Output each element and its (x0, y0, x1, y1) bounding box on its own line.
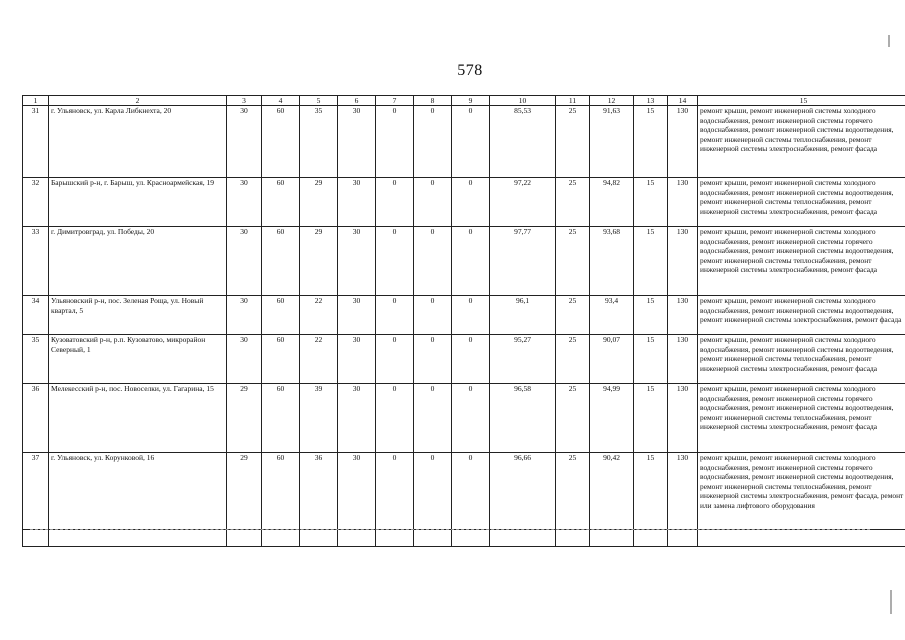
value-cell: 130 (668, 296, 698, 335)
repair-program-table (22, 95, 905, 547)
scan-artifact-dashed-line (30, 529, 870, 530)
empty-cell (668, 530, 698, 547)
value-cell: 22 (300, 335, 338, 384)
value-cell: 0 (376, 335, 414, 384)
value-cell: 60 (262, 178, 300, 227)
value-cell: 29 (227, 453, 262, 530)
value-cell: 96,1 (490, 296, 556, 335)
value-cell: 97,22 (490, 178, 556, 227)
value-cell: 91,63 (590, 106, 634, 178)
table-row (23, 296, 905, 335)
value-cell: 39 (300, 384, 338, 453)
scan-edge-mark (890, 590, 892, 614)
value-cell: 60 (262, 296, 300, 335)
empty-row (23, 530, 905, 547)
value-cell: 90,07 (590, 335, 634, 384)
value-cell: 96,66 (490, 453, 556, 530)
value-cell: 15 (634, 453, 668, 530)
col-header: 5 (300, 96, 338, 106)
address-cell: г. Димитровград, ул. Победы, 20 (49, 227, 227, 296)
value-cell: 30 (338, 453, 376, 530)
col-header: 11 (556, 96, 590, 106)
value-cell: 130 (668, 227, 698, 296)
value-cell: 0 (414, 384, 452, 453)
empty-cell (590, 530, 634, 547)
value-cell: 30 (338, 335, 376, 384)
value-cell: 30 (227, 335, 262, 384)
value-cell: 15 (634, 227, 668, 296)
value-cell: 0 (414, 335, 452, 384)
value-cell: 25 (556, 453, 590, 530)
col-header: 15 (698, 96, 905, 106)
scan-edge-mark (888, 35, 890, 47)
works-cell: ремонт крыши, ремонт инженерной системы холодного водоснабжения, ремонт инженерной системы водоотведения, ремонт инженерной системы электроснабжения, ремонт фасада (698, 296, 905, 335)
row-number: 31 (23, 106, 49, 178)
value-cell: 94,99 (590, 384, 634, 453)
col-header: 2 (49, 96, 227, 106)
works-cell: ремонт крыши, ремонт инженерной системы холодного водоснабжения, ремонт инженерной системы горячего водоснабжения, ремонт инженерной системы водоотведения, ремонт инженерной системы теплоснабжения, ремонт инженерной системы электроснабжения, ремонт фасада (698, 106, 905, 178)
value-cell: 35 (300, 106, 338, 178)
value-cell: 30 (338, 296, 376, 335)
table-row (23, 106, 905, 178)
value-cell: 95,27 (490, 335, 556, 384)
table-row (23, 335, 905, 384)
value-cell: 60 (262, 335, 300, 384)
value-cell: 60 (262, 106, 300, 178)
empty-cell (227, 530, 262, 547)
col-header: 1 (23, 96, 49, 106)
value-cell: 15 (634, 296, 668, 335)
empty-cell (556, 530, 590, 547)
empty-cell (490, 530, 556, 547)
value-cell: 130 (668, 453, 698, 530)
value-cell: 0 (452, 296, 490, 335)
col-header: 6 (338, 96, 376, 106)
value-cell: 25 (556, 106, 590, 178)
row-number: 36 (23, 384, 49, 453)
value-cell: 0 (376, 106, 414, 178)
table-row (23, 227, 905, 296)
works-cell: ремонт крыши, ремонт инженерной системы холодного водоснабжения, ремонт инженерной системы горячего водоснабжения, ремонт инженерной системы водоотведения, ремонт инженерной системы теплоснабжения, ремонт инженерной системы электроснабжения, ремонт фасада (698, 227, 905, 296)
table-row (23, 384, 905, 453)
value-cell: 60 (262, 227, 300, 296)
value-cell: 30 (227, 296, 262, 335)
value-cell: 0 (414, 296, 452, 335)
table-row (23, 453, 905, 530)
col-header: 13 (634, 96, 668, 106)
value-cell: 96,58 (490, 384, 556, 453)
row-number: 33 (23, 227, 49, 296)
col-header: 3 (227, 96, 262, 106)
value-cell: 0 (414, 178, 452, 227)
value-cell: 94,82 (590, 178, 634, 227)
value-cell: 25 (556, 227, 590, 296)
col-header: 9 (452, 96, 490, 106)
row-number: 37 (23, 453, 49, 530)
value-cell: 30 (338, 227, 376, 296)
empty-cell (300, 530, 338, 547)
empty-cell (414, 530, 452, 547)
row-number: 32 (23, 178, 49, 227)
value-cell: 0 (414, 227, 452, 296)
value-cell: 0 (452, 335, 490, 384)
value-cell: 29 (227, 384, 262, 453)
works-cell: ремонт крыши, ремонт инженерной системы холодного водоснабжения, ремонт инженерной системы водоотведения, ремонт инженерной системы теплоснабжения, ремонт инженерной системы электроснабжения, ремонт фасада (698, 335, 905, 384)
row-number: 34 (23, 296, 49, 335)
value-cell: 0 (452, 106, 490, 178)
empty-cell (634, 530, 668, 547)
empty-cell (698, 530, 905, 547)
value-cell: 30 (338, 178, 376, 227)
value-cell: 15 (634, 106, 668, 178)
value-cell: 25 (556, 384, 590, 453)
value-cell: 15 (634, 335, 668, 384)
value-cell: 0 (452, 384, 490, 453)
address-cell: Мелекесский р-н, пос. Новоселки, ул. Гагарина, 15 (49, 384, 227, 453)
value-cell: 90,42 (590, 453, 634, 530)
value-cell: 0 (452, 227, 490, 296)
value-cell: 0 (376, 453, 414, 530)
value-cell: 30 (338, 106, 376, 178)
empty-cell (23, 530, 49, 547)
col-header: 7 (376, 96, 414, 106)
col-header: 8 (414, 96, 452, 106)
table-row (23, 178, 905, 227)
empty-cell (262, 530, 300, 547)
value-cell: 0 (452, 453, 490, 530)
value-cell: 22 (300, 296, 338, 335)
value-cell: 25 (556, 178, 590, 227)
value-cell: 25 (556, 335, 590, 384)
value-cell: 29 (300, 178, 338, 227)
value-cell: 93,4 (590, 296, 634, 335)
value-cell: 30 (338, 384, 376, 453)
col-header: 14 (668, 96, 698, 106)
value-cell: 25 (556, 296, 590, 335)
col-header: 10 (490, 96, 556, 106)
value-cell: 93,68 (590, 227, 634, 296)
value-cell: 130 (668, 384, 698, 453)
value-cell: 130 (668, 178, 698, 227)
column-number-row (23, 96, 905, 106)
value-cell: 0 (376, 384, 414, 453)
value-cell: 36 (300, 453, 338, 530)
value-cell: 97,77 (490, 227, 556, 296)
value-cell: 60 (262, 453, 300, 530)
page-number: 578 (457, 62, 483, 79)
value-cell: 29 (300, 227, 338, 296)
value-cell: 130 (668, 106, 698, 178)
value-cell: 0 (376, 178, 414, 227)
value-cell: 30 (227, 227, 262, 296)
value-cell: 0 (376, 227, 414, 296)
works-cell: ремонт крыши, ремонт инженерной системы холодного водоснабжения, ремонт инженерной системы горячего водоснабжения, ремонт инженерной системы водоотведения, ремонт инженерной системы теплоснабжения, ремонт инженерной системы электроснабжения, ремонт фасада, ремонт или замена лифтового оборудования (698, 453, 905, 530)
row-number: 35 (23, 335, 49, 384)
value-cell: 0 (414, 453, 452, 530)
value-cell: 0 (452, 178, 490, 227)
address-cell: Барышский р-н, г. Барыш, ул. Красноармейская, 19 (49, 178, 227, 227)
value-cell: 15 (634, 384, 668, 453)
works-cell: ремонт крыши, ремонт инженерной системы холодного водоснабжения, ремонт инженерной системы горячего водоснабжения, ремонт инженерной системы водоотведения, ремонт инженерной системы теплоснабжения, ремонт инженерной системы электроснабжения, ремонт фасада (698, 384, 905, 453)
value-cell: 130 (668, 335, 698, 384)
address-cell: г. Ульяновск, ул. Карла Либкнехта, 20 (49, 106, 227, 178)
value-cell: 15 (634, 178, 668, 227)
empty-cell (338, 530, 376, 547)
empty-cell (49, 530, 227, 547)
address-cell: г. Ульяновск, ул. Корунковой, 16 (49, 453, 227, 530)
value-cell: 30 (227, 106, 262, 178)
empty-cell (376, 530, 414, 547)
col-header: 4 (262, 96, 300, 106)
value-cell: 30 (227, 178, 262, 227)
works-cell: ремонт крыши, ремонт инженерной системы холодного водоснабжения, ремонт инженерной системы водоотведения, ремонт инженерной системы теплоснабжения, ремонт инженерной системы электроснабжения, ремонт фасада (698, 178, 905, 227)
address-cell: Ульяновский р-н, пос. Зеленая Роща, ул. Новый квартал, 5 (49, 296, 227, 335)
address-cell: Кузоватовский р-н, р.п. Кузоватово, микрорайон Северный, 1 (49, 335, 227, 384)
value-cell: 0 (376, 296, 414, 335)
value-cell: 0 (414, 106, 452, 178)
col-header: 12 (590, 96, 634, 106)
value-cell: 85,53 (490, 106, 556, 178)
empty-cell (452, 530, 490, 547)
value-cell: 60 (262, 384, 300, 453)
